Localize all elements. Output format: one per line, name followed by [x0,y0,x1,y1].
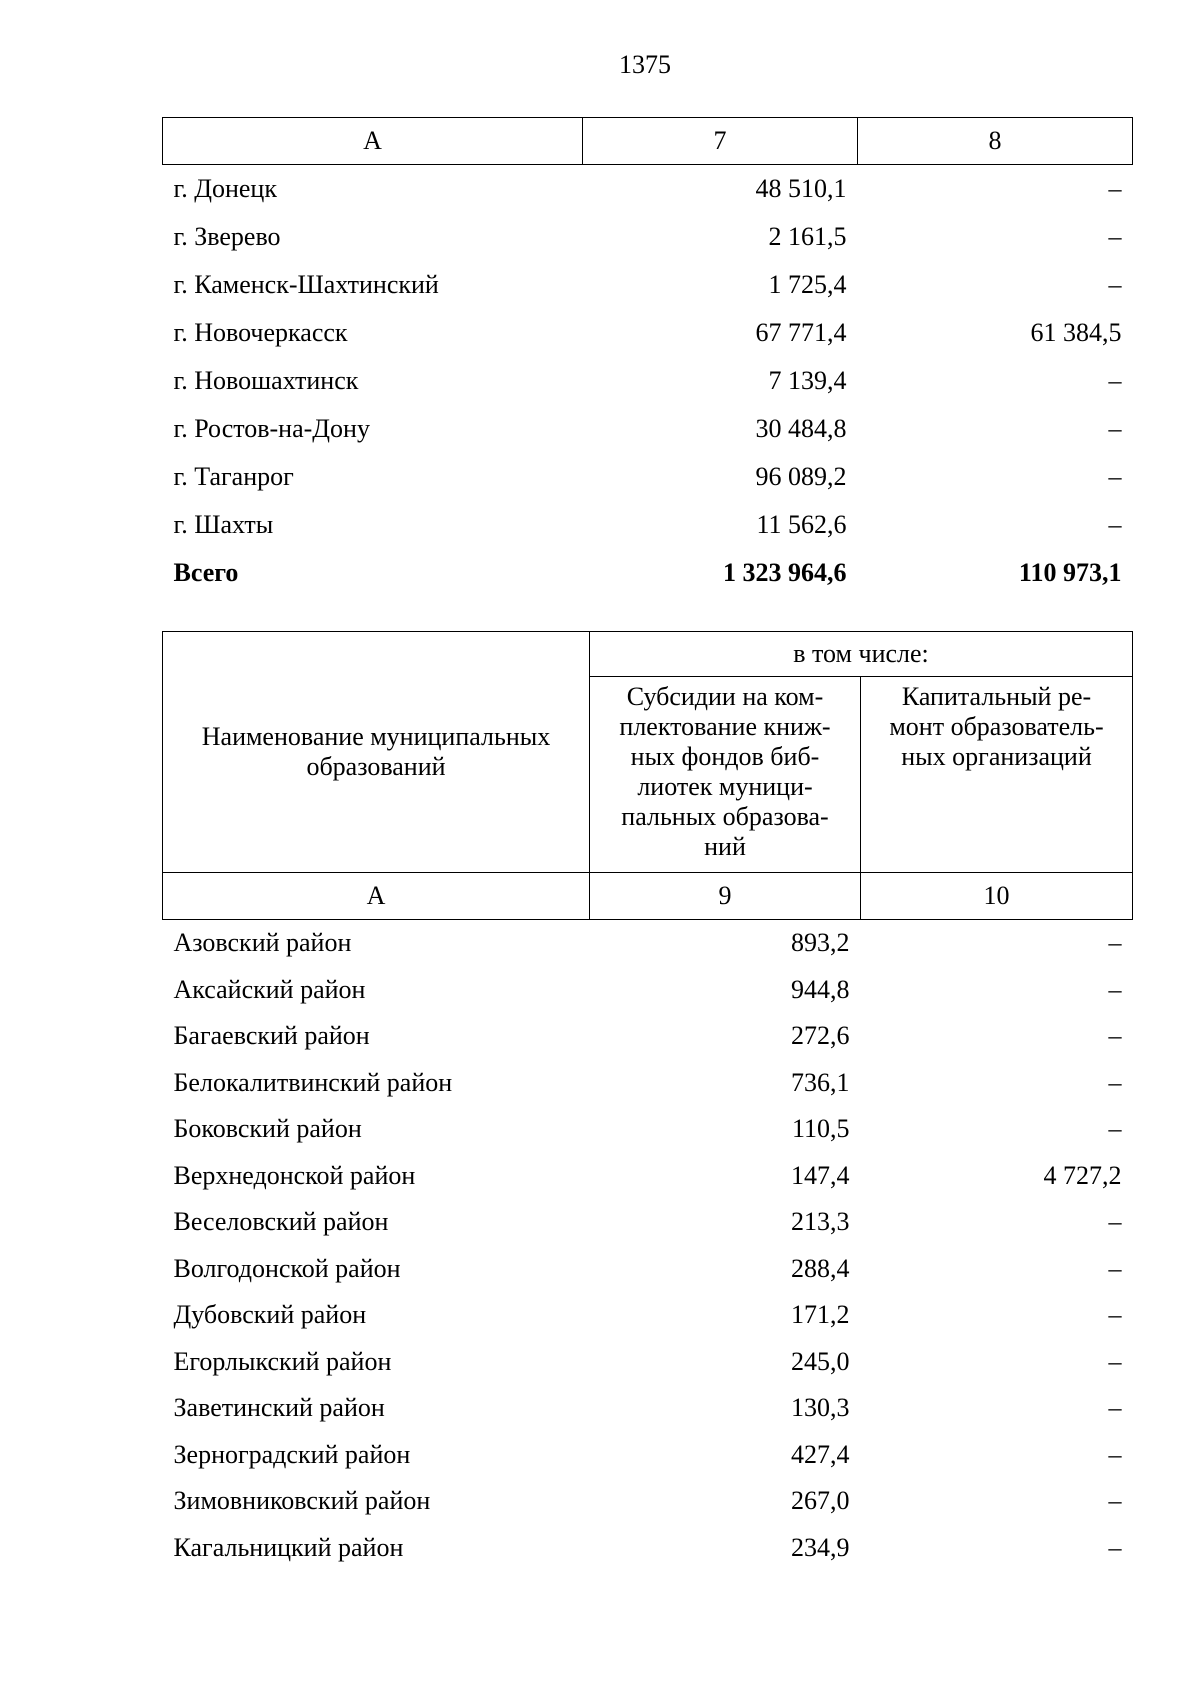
table-row [163,357,1133,405]
row-value-c7: 67 771,4 [755,318,847,347]
table-row [163,405,1133,453]
table-row [163,1246,1133,1293]
table-row [163,967,1133,1014]
table-row [163,213,1133,261]
total-col-7: 1 323 964,6 [723,558,847,587]
table-cities-7-8 [162,117,1133,597]
header-col-a: А [163,118,583,165]
row-value-c10: – [1108,1486,1122,1516]
table-row [163,1060,1133,1107]
row-value-c8: – [1108,174,1122,203]
row-value-c10: – [1108,1114,1122,1144]
table-row [163,1525,1133,1572]
row-name: Верхнедонской район [173,1160,416,1190]
total-label: Всего [173,558,239,587]
row-name: Кагальницкий район [173,1532,404,1562]
row-name: Зимовниковский район [173,1486,431,1516]
row-value-c7: 2 161,5 [768,222,847,251]
row-name: Азовский район [173,928,352,958]
table-row [163,1013,1133,1060]
row-value-c10: – [1108,1346,1122,1376]
row-value-c10: – [1108,1532,1122,1562]
row-value-c10: – [1108,1253,1122,1283]
row-value-c9: 245,0 [791,1346,850,1376]
table-row [163,920,1133,967]
row-name: Боковский район [173,1114,362,1144]
row-value-c10: 4 727,2 [1043,1160,1122,1190]
row-name: г. Зверево [173,222,281,251]
row-value-c8: – [1108,270,1122,299]
row-value-c8: 61 384,5 [1030,318,1122,347]
row-name: г. Новочеркасск [173,318,348,347]
row-value-c10: – [1108,1393,1122,1423]
row-name: г. Шахты [173,510,274,539]
row-name: Егорлыкский район [173,1346,392,1376]
row-value-c10: – [1108,928,1122,958]
header-col-a: А [163,873,590,920]
row-name: Веселовский район [173,1207,389,1237]
header-col-10-number: 10 [861,873,1133,920]
row-name: Дубовский район [173,1300,367,1330]
table-header-row [163,632,1133,677]
header-col-9-number: 9 [590,873,861,920]
row-name: Волгодонской район [173,1253,401,1283]
row-value-c9: 110,5 [791,1114,850,1144]
row-value-c9: 267,0 [791,1486,850,1516]
table-row [163,1478,1133,1525]
row-name: г. Ростов-на-Дону [173,414,370,443]
row-value-c7: 11 562,6 [756,510,847,539]
page-number: 1375 [619,50,671,79]
row-value-c10: – [1108,1439,1122,1469]
row-value-c9: 213,3 [791,1207,850,1237]
table-row [163,453,1133,501]
row-value-c7: 30 484,8 [755,414,847,443]
row-value-c10: – [1108,1300,1122,1330]
row-value-c8: – [1108,366,1122,395]
table-row [163,165,1133,214]
row-value-c9: 944,8 [791,974,850,1004]
row-value-c8: – [1108,510,1122,539]
table-row [163,1339,1133,1386]
table-row [163,1432,1133,1479]
header-including: в том числе: [590,632,1133,677]
row-value-c9: 147,4 [791,1160,850,1190]
header-col-9: Субсидии на ком- плектование книж- ных фондов биб- лиотек муници- пальных образова- ний [590,677,861,873]
header-municipality-name: Наименование муниципальных образований [163,632,590,873]
table-row [163,1153,1133,1200]
table-districts-9-10 [162,631,1133,1571]
header-col-10: Капитальный ре- монт образователь- ных организаций [861,677,1133,873]
row-name: Зерноградский район [173,1439,411,1469]
table-row [163,309,1133,357]
row-name: г. Донецк [173,174,277,203]
row-value-c7: 1 725,4 [768,270,847,299]
total-row [163,549,1133,597]
row-name: г. Таганрог [173,462,294,491]
header-col-8: 8 [858,118,1133,165]
row-value-c9: 234,9 [791,1532,850,1562]
row-value-c7: 48 510,1 [755,174,847,203]
row-value-c9: 130,3 [791,1393,850,1423]
table-header-numbers [163,873,1133,920]
row-value-c10: – [1108,1067,1122,1097]
table-row [163,261,1133,309]
header-col-7: 7 [583,118,858,165]
row-value-c9: 171,2 [791,1300,850,1330]
table-header-row [163,118,1133,165]
table-row [163,1292,1133,1339]
row-value-c10: – [1108,1207,1122,1237]
row-value-c9: 272,6 [791,1021,850,1051]
row-value-c9: 288,4 [791,1253,850,1283]
row-value-c8: – [1108,414,1122,443]
row-value-c10: – [1108,1021,1122,1051]
row-name: Белокалитвинский район [173,1067,453,1097]
row-value-c9: 893,2 [791,928,850,958]
row-value-c7: 7 139,4 [768,366,847,395]
row-value-c9: 736,1 [791,1067,850,1097]
row-value-c10: – [1108,974,1122,1004]
total-col-8: 110 973,1 [1018,558,1122,587]
table-row [163,1106,1133,1153]
row-name: г. Каменск-Шахтинский [173,270,439,299]
table-row [163,501,1133,549]
row-value-c7: 96 089,2 [755,462,847,491]
table-row [163,1385,1133,1432]
row-name: Заветинский район [173,1393,385,1423]
table-row [163,1199,1133,1246]
row-name: Багаевский район [173,1021,370,1051]
row-value-c8: – [1108,462,1122,491]
row-name: г. Новошахтинск [173,366,359,395]
row-value-c9: 427,4 [791,1439,850,1469]
row-value-c8: – [1108,222,1122,251]
row-name: Аксайский район [173,974,366,1004]
